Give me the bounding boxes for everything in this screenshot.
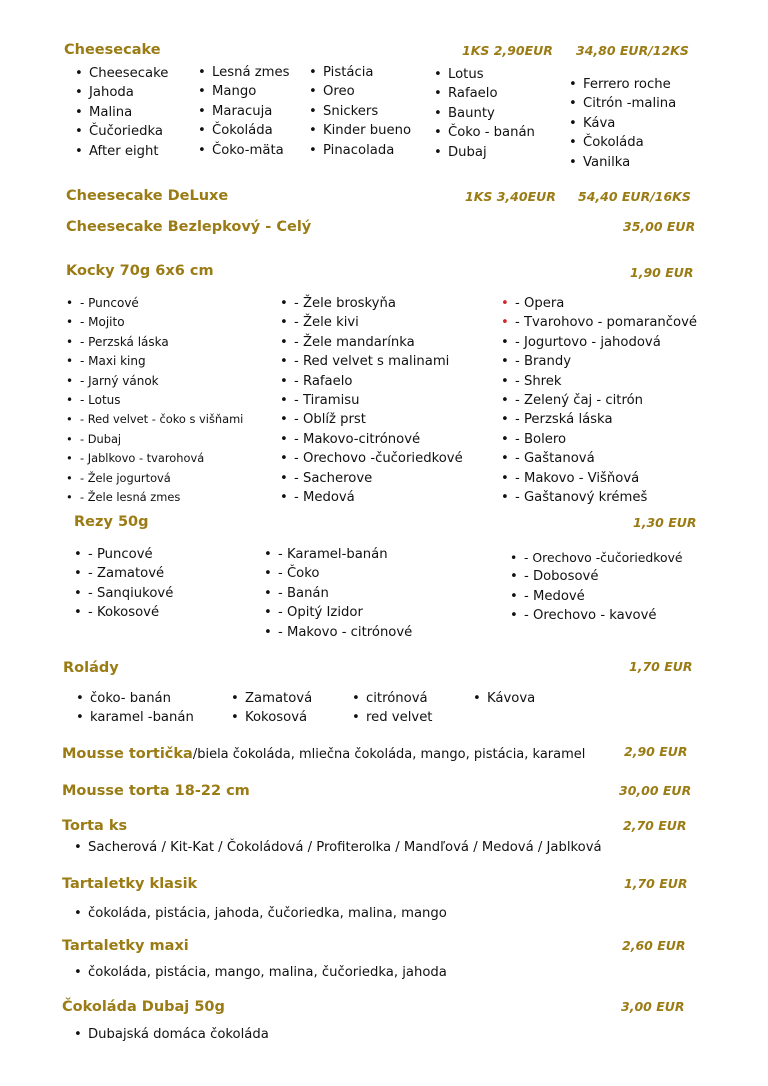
kocky-col-2 [280, 294, 463, 507]
cheesecake-deluxe-title: Cheesecake DeLuxe [66, 188, 229, 204]
list-item: • - Makovo - citrónové [264, 623, 412, 642]
list-item: • Mango [198, 82, 289, 101]
list-item: • Cheesecake [75, 64, 168, 83]
list-item: • čoko- banán [76, 689, 194, 708]
list-item: • Kinder bueno [309, 121, 411, 140]
tart-maxi-title: Tartaletky maxi [62, 938, 189, 954]
list-item: • - Lotus [66, 391, 243, 410]
torta-ks-title: Torta ks [62, 818, 128, 834]
rolady-col-1 [76, 689, 194, 728]
list-item: • - Čoko [264, 564, 412, 583]
list-item: • Čoko-mäta [198, 141, 289, 160]
list-item: • Snickers [309, 102, 411, 121]
cheesecake-col-3 [309, 63, 411, 160]
list-item: • - Banán [264, 584, 412, 603]
list-item: • Zamatová [231, 689, 312, 708]
cheesecake-price-single: 1KS 2,90EUR [462, 43, 553, 58]
list-item: • - Rafaelo [280, 372, 463, 391]
list-item: • - Shrek [501, 372, 697, 391]
list-item: • - Sacherove [280, 469, 463, 488]
list-item: • čokoláda, pistácia, mango, malina, čučoriedka, jahoda [74, 963, 447, 982]
list-item: • - Zamatové [74, 564, 173, 583]
list-item: • Dubaj [434, 143, 535, 162]
dubaj-price: 3,00 EUR [621, 999, 685, 1014]
list-item: • - Sanqiukové [74, 584, 173, 603]
list-item: • Čoko - banán [434, 123, 535, 142]
list-item: • - Puncové [66, 294, 243, 313]
list-item: • - Žele kivi [280, 313, 463, 332]
list-item: • Ferrero roche [569, 75, 676, 94]
cheesecake-col-1 [75, 64, 168, 161]
list-item: • Čokoláda [198, 121, 289, 140]
rolady-title: Rolády [63, 660, 119, 676]
list-item: • Oreo [309, 82, 411, 101]
list-item: • - Žele lesná zmes [66, 488, 243, 507]
list-item: • Rafaelo [434, 84, 535, 103]
list-item: • - Maxi king [66, 352, 243, 371]
list-item: • - Jablkovo - tvarohová [66, 449, 243, 468]
list-item: • Kávova [473, 689, 535, 708]
list-item: • karamel -banán [76, 708, 194, 727]
list-item: • - Oblíž prst [280, 410, 463, 429]
list-item: • - Žele broskyňa [280, 294, 463, 313]
list-item: • - Zelený čaj - citrón [501, 391, 697, 410]
list-item: • Káva [569, 114, 676, 133]
rolady-price: 1,70 EUR [629, 659, 693, 674]
tart-klasik-price: 1,70 EUR [624, 876, 688, 891]
cheesecake-col-2 [198, 63, 289, 160]
list-item: • Kokosová [231, 708, 312, 727]
list-item: • After eight [75, 142, 168, 161]
list-item: • - Kokosové [74, 603, 173, 622]
list-item: • Lotus [434, 65, 535, 84]
list-item: • Sacherová / Kit-Kat / Čokoládová / Profiterolka / Mandľová / Medová / Jablková [74, 838, 602, 857]
rezy-price: 1,30 EUR [633, 515, 697, 530]
list-item: • Malina [75, 103, 168, 122]
list-item: • - Perzská láska [66, 333, 243, 352]
list-item: • - Orechovo -čučoriedkové [280, 449, 463, 468]
cheesecake-deluxe-price-whole: 54,40 EUR/16KS [578, 189, 691, 204]
cheesecake-price-whole: 34,80 EUR/12KS [576, 43, 689, 58]
list-item: • - Dubaj [66, 430, 243, 449]
list-item: • - Tvarohovo - pomarančové [501, 313, 697, 332]
list-item: • - Tiramisu [280, 391, 463, 410]
rezy-col-2 [264, 545, 412, 642]
list-item: • - Opitý Izidor [264, 603, 412, 622]
list-item: • - Red velvet s malinami [280, 352, 463, 371]
list-item: • Citrón -malina [569, 94, 676, 113]
mousse-tort-row [62, 743, 585, 762]
list-item: • Lesná zmes [198, 63, 289, 82]
dubaj-title: Čokoláda Dubaj 50g [62, 999, 225, 1015]
cheesecake-deluxe-price-single: 1KS 3,40EUR [465, 189, 556, 204]
list-item: • - Žele jogurtová [66, 469, 243, 488]
list-item: • - Perzská láska [501, 410, 697, 429]
torta-ks-price: 2,70 EUR [623, 818, 687, 833]
kocky-title: Kocky 70g 6x6 cm [66, 263, 214, 279]
tart-klasik-list [74, 904, 447, 923]
mousse-tort-desc: /biela čokoláda, mliečna čokoláda, mango, pistácia, karamel [192, 747, 586, 762]
cheesecake-gf-price: 35,00 EUR [623, 219, 696, 234]
list-item: • - Karamel-banán [264, 545, 412, 564]
list-item: • - Gaštanový krémeš [501, 488, 697, 507]
list-item: • Dubajská domáca čokoláda [74, 1025, 269, 1044]
tart-klasik-title: Tartaletky klasik [62, 876, 198, 892]
list-item: • Čokoláda [569, 133, 676, 152]
list-item: • red velvet [352, 708, 432, 727]
rezy-col-1 [74, 545, 173, 623]
list-item: • - Jarný vánok [66, 372, 243, 391]
cheesecake-col-5 [569, 75, 676, 172]
rolady-col-4 [473, 689, 535, 708]
list-item: • - Jogurtovo - jahodová [501, 333, 697, 352]
kocky-price: 1,90 EUR [630, 265, 694, 280]
list-item: • - Opera [501, 294, 697, 313]
kocky-col-1 [66, 294, 243, 507]
list-item: • Maracuja [198, 102, 289, 121]
rolady-col-2 [231, 689, 312, 728]
mousse-torta-price: 30,00 EUR [619, 783, 692, 798]
list-item: • - Makovo-citrónové [280, 430, 463, 449]
list-item: • - Medová [280, 488, 463, 507]
list-item: • čokoláda, pistácia, jahoda, čučoriedka, malina, mango [74, 904, 447, 923]
list-item: • - Gaštanová [501, 449, 697, 468]
list-item: • - Bolero [501, 430, 697, 449]
kocky-col-3 [501, 294, 697, 507]
list-item: • - Orechovo - kavové [510, 606, 683, 625]
list-item: • - Mojito [66, 313, 243, 332]
rolady-col-3 [352, 689, 432, 728]
list-item: • Jahoda [75, 83, 168, 102]
cheesecake-title: Cheesecake [64, 42, 161, 58]
tart-maxi-list [74, 963, 447, 982]
list-item: • - Puncové [74, 545, 173, 564]
list-item: • Pinacolada [309, 141, 411, 160]
list-item: • - Brandy [501, 352, 697, 371]
list-item: • - Makovo - Višňová [501, 469, 697, 488]
mousse-torta-title: Mousse torta 18-22 cm [62, 783, 250, 799]
list-item: • - Žele mandarínka [280, 333, 463, 352]
dubaj-list [74, 1025, 269, 1044]
mousse-tort-price: 2,90 EUR [624, 744, 688, 759]
list-item: • citrónová [352, 689, 432, 708]
tart-maxi-price: 2,60 EUR [622, 938, 686, 953]
list-item: • - Orechovo -čučoriedkové [510, 548, 683, 567]
list-item: • Pistácia [309, 63, 411, 82]
list-item: • - Red velvet - čoko s višňami [66, 410, 243, 429]
torta-ks-list [74, 838, 602, 857]
cheesecake-gf-title: Cheesecake Bezlepkový - Celý [66, 219, 312, 235]
list-item: • - Medové [510, 587, 683, 606]
mousse-tort-title: Mousse tortička [62, 746, 193, 762]
cheesecake-col-4 [434, 65, 535, 162]
list-item: • Baunty [434, 104, 535, 123]
list-item: • Čučoriedka [75, 122, 168, 141]
rezy-col-3 [510, 548, 683, 626]
list-item: • Vanilka [569, 153, 676, 172]
rezy-title: Rezy 50g [74, 514, 149, 530]
list-item: • - Dobosové [510, 567, 683, 586]
